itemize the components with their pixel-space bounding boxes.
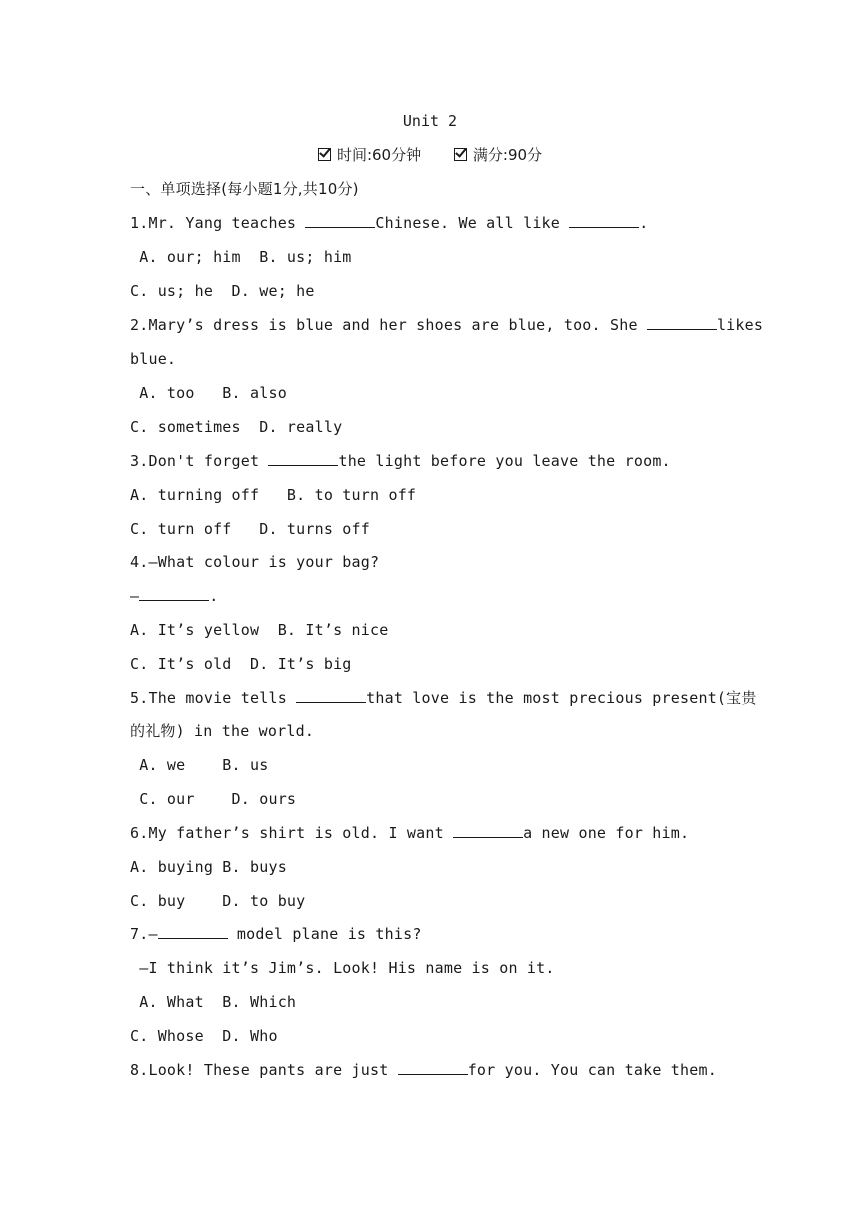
stem-text: . [639, 214, 649, 232]
answer-blank [647, 315, 717, 330]
question-5-options-cd: C. our D. ours [130, 790, 297, 808]
stem-text: 8.Look! These pants are just [130, 1061, 398, 1079]
time-label: 时间:60分钟 [336, 146, 422, 164]
question-1-options-ab: A. our; him B. us; him [130, 248, 352, 266]
question-5-stem [130, 688, 757, 708]
question-6-stem [130, 823, 689, 843]
question-6-options-cd: C. buy D. to buy [130, 892, 306, 910]
stem-text: a new one for him. [523, 824, 690, 842]
question-2-options-cd: C. sometimes D. really [130, 418, 343, 436]
checkbox-icon [318, 148, 331, 161]
question-2-stem [130, 315, 763, 335]
answer-blank [296, 688, 366, 703]
stem-text: likes [716, 316, 764, 334]
question-3-options-ab: A. turning off B. to turn off [130, 486, 417, 504]
answer-blank [158, 924, 228, 939]
question-4-stem: 4.—What colour is your bag? [130, 553, 380, 571]
answer-blank [139, 586, 209, 601]
stem-text: the light before you leave the room. [338, 452, 671, 470]
question-7-options-cd: C. Whose D. Who [130, 1027, 278, 1045]
answer-blank [569, 213, 639, 228]
full-score [454, 146, 542, 164]
stem-text: that love is the most precious present(宝贵 [366, 689, 757, 707]
question-1-stem [130, 213, 648, 233]
exam-meta [0, 145, 860, 165]
unit-title: Unit 2 [402, 112, 458, 130]
question-5-stem-continued: 的礼物) in the world. [130, 722, 315, 740]
question-5-options-ab: A. we B. us [130, 756, 269, 774]
answer-blank [268, 451, 338, 466]
question-6-options-ab: A. buying B. buys [130, 858, 287, 876]
question-8-stem [130, 1060, 717, 1080]
stem-text: . [209, 587, 219, 605]
score-label: 满分:90分 [472, 146, 543, 164]
stem-text: 3.Don't forget [130, 452, 269, 470]
stem-text: 6.My father’s shirt is old. I want [130, 824, 454, 842]
question-3-stem [130, 451, 671, 471]
stem-text: model plane is this? [227, 925, 422, 943]
time-limit [318, 146, 421, 164]
question-1-options-cd: C. us; he D. we; he [130, 282, 315, 300]
stem-text: for you. You can take them. [467, 1061, 717, 1079]
question-2-options-ab: A. too B. also [130, 384, 287, 402]
question-7-stem [130, 924, 422, 944]
stem-text: 1.Mr. Yang teaches [130, 214, 306, 232]
checkbox-icon [454, 148, 467, 161]
question-3-options-cd: C. turn off D. turns off [130, 520, 370, 538]
dash-text: — [130, 587, 140, 605]
question-4-options-ab: A. It’s yellow B. It’s nice [130, 621, 389, 639]
answer-blank [398, 1060, 468, 1075]
stem-text: Chinese. We all like [375, 214, 570, 232]
answer-blank [453, 823, 523, 838]
question-4-options-cd: C. It’s old D. It’s big [130, 655, 352, 673]
question-7-options-ab: A. What B. Which [130, 993, 297, 1011]
question-2-stem-continued: blue. [130, 350, 177, 368]
stem-text: 2.Mary’s dress is blue and her shoes are blue, too. She [130, 316, 647, 334]
section-heading: 一、单项选择(每小题1分,共10分) [130, 180, 359, 198]
question-4-reply [130, 586, 218, 606]
stem-text: 5.The movie tells [130, 689, 297, 707]
answer-blank [305, 213, 375, 228]
stem-text: 7.— [130, 925, 158, 943]
question-7-reply: —I think it’s Jim’s. Look! His name is on it. [130, 959, 555, 977]
